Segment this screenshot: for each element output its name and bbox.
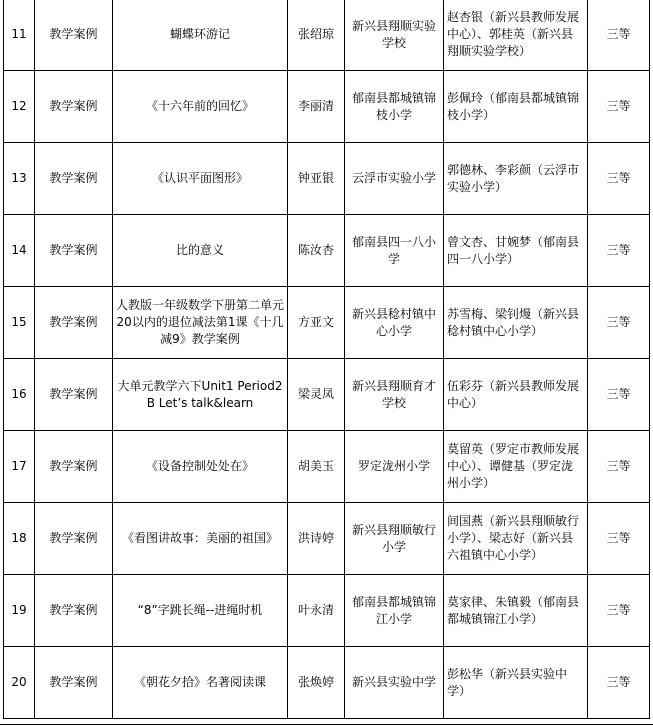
table-row [4, 143, 650, 215]
title-cell: 《朝花夕拾》名著阅读课 [113, 647, 288, 719]
category-cell: 教学案例 [35, 287, 113, 359]
advisor-cell: 莫家律、朱镇毅（郁南县都城镇锦江小学） [444, 575, 588, 647]
title-cell: 《认识平面图形》 [113, 143, 288, 215]
school-cell: 新兴县稔村镇中心小学 [345, 287, 444, 359]
category-cell: 教学案例 [35, 143, 113, 215]
row-number: 12 [4, 71, 35, 143]
prize-cell: 三等 [588, 143, 650, 215]
author-cell: 方亚文 [288, 287, 345, 359]
row-number: 18 [4, 503, 35, 575]
school-cell: 新兴县实验中学 [345, 647, 444, 719]
school-cell: 郁南县都城镇锦枝小学 [345, 71, 444, 143]
award-table-body [4, 0, 650, 719]
prize-cell: 三等 [588, 503, 650, 575]
category-cell: 教学案例 [35, 71, 113, 143]
table-row [4, 359, 650, 431]
row-number: 19 [4, 575, 35, 647]
advisor-cell: 苏雪梅、梁钊熳（新兴县稔村镇中心小学） [444, 287, 588, 359]
table-row [4, 647, 650, 719]
title-cell: 《设备控制处处在》 [113, 431, 288, 503]
category-cell: 教学案例 [35, 359, 113, 431]
school-cell: 新兴县翔顺实验学校 [345, 0, 444, 71]
author-cell: 胡美玉 [288, 431, 345, 503]
prize-cell: 三等 [588, 287, 650, 359]
table-row [4, 215, 650, 287]
title-cell: 比的意义 [113, 215, 288, 287]
prize-cell: 三等 [588, 0, 650, 71]
school-cell: 新兴县翔顺敏行小学 [345, 503, 444, 575]
prize-cell: 三等 [588, 71, 650, 143]
prize-cell: 三等 [588, 575, 650, 647]
advisor-cell: 彭松华（新兴县实验中学） [444, 647, 588, 719]
author-cell: 叶永清 [288, 575, 345, 647]
author-cell: 梁灵凤 [288, 359, 345, 431]
advisor-cell: 彭佩玲（郁南县都城镇锦枝小学） [444, 71, 588, 143]
title-cell: 《看图讲故事：美丽的祖国》 [113, 503, 288, 575]
school-cell: 郁南县四一八小学 [345, 215, 444, 287]
school-cell: 新兴县翔顺育才学校 [345, 359, 444, 431]
category-cell: 教学案例 [35, 575, 113, 647]
table-row [4, 431, 650, 503]
category-cell: 教学案例 [35, 431, 113, 503]
author-cell: 陈汝杏 [288, 215, 345, 287]
row-number: 11 [4, 0, 35, 71]
row-number: 17 [4, 431, 35, 503]
school-cell: 郁南县都城镇锦江小学 [345, 575, 444, 647]
title-cell: 《十六年前的回忆》 [113, 71, 288, 143]
row-number: 13 [4, 143, 35, 215]
author-cell: 张焕婷 [288, 647, 345, 719]
advisor-cell: 伍彩芬（新兴县教师发展中心） [444, 359, 588, 431]
title-cell: 人教版一年级数学下册第二单元20以内的退位减法第1课《十几减9》教学案例 [113, 287, 288, 359]
row-number: 20 [4, 647, 35, 719]
prize-cell: 三等 [588, 647, 650, 719]
author-cell: 洪诗婷 [288, 503, 345, 575]
category-cell: 教学案例 [35, 215, 113, 287]
table-row [4, 287, 650, 359]
advisor-cell: 莫留英（罗定市教师发展中心）、谭健基（罗定泷州小学） [444, 431, 588, 503]
title-cell: 大单元教学六下Unit1 Period2 B Let’s talk&learn [113, 359, 288, 431]
row-number: 14 [4, 215, 35, 287]
author-cell: 钟亚银 [288, 143, 345, 215]
row-number: 15 [4, 287, 35, 359]
category-cell: 教学案例 [35, 0, 113, 71]
advisor-cell: 郭德林、李彩颜（云浮市实验小学） [444, 143, 588, 215]
table-row [4, 575, 650, 647]
table-row [4, 71, 650, 143]
prize-cell: 三等 [588, 359, 650, 431]
table-row [4, 503, 650, 575]
title-cell: “8”字跳长绳--进绳时机 [113, 575, 288, 647]
category-cell: 教学案例 [35, 503, 113, 575]
school-cell: 罗定泷州小学 [345, 431, 444, 503]
title-cell: 蝴蝶环游记 [113, 0, 288, 71]
table-bottom-border [0, 724, 653, 725]
award-table [3, 0, 650, 719]
category-cell: 教学案例 [35, 647, 113, 719]
table-row [4, 0, 650, 71]
advisor-cell: 赵杏银（新兴县教师发展中心）、郭桂英（新兴县翔顺实验学校） [444, 0, 588, 71]
advisor-cell: 间国燕（新兴县翔顺敏行小学）、梁志好（新兴县六祖镇中心小学） [444, 503, 588, 575]
advisor-cell: 曾文杏、甘婉梦（郁南县四一八小学） [444, 215, 588, 287]
prize-cell: 三等 [588, 431, 650, 503]
prize-cell: 三等 [588, 215, 650, 287]
school-cell: 云浮市实验小学 [345, 143, 444, 215]
author-cell: 张绍琼 [288, 0, 345, 71]
author-cell: 李丽清 [288, 71, 345, 143]
row-number: 16 [4, 359, 35, 431]
